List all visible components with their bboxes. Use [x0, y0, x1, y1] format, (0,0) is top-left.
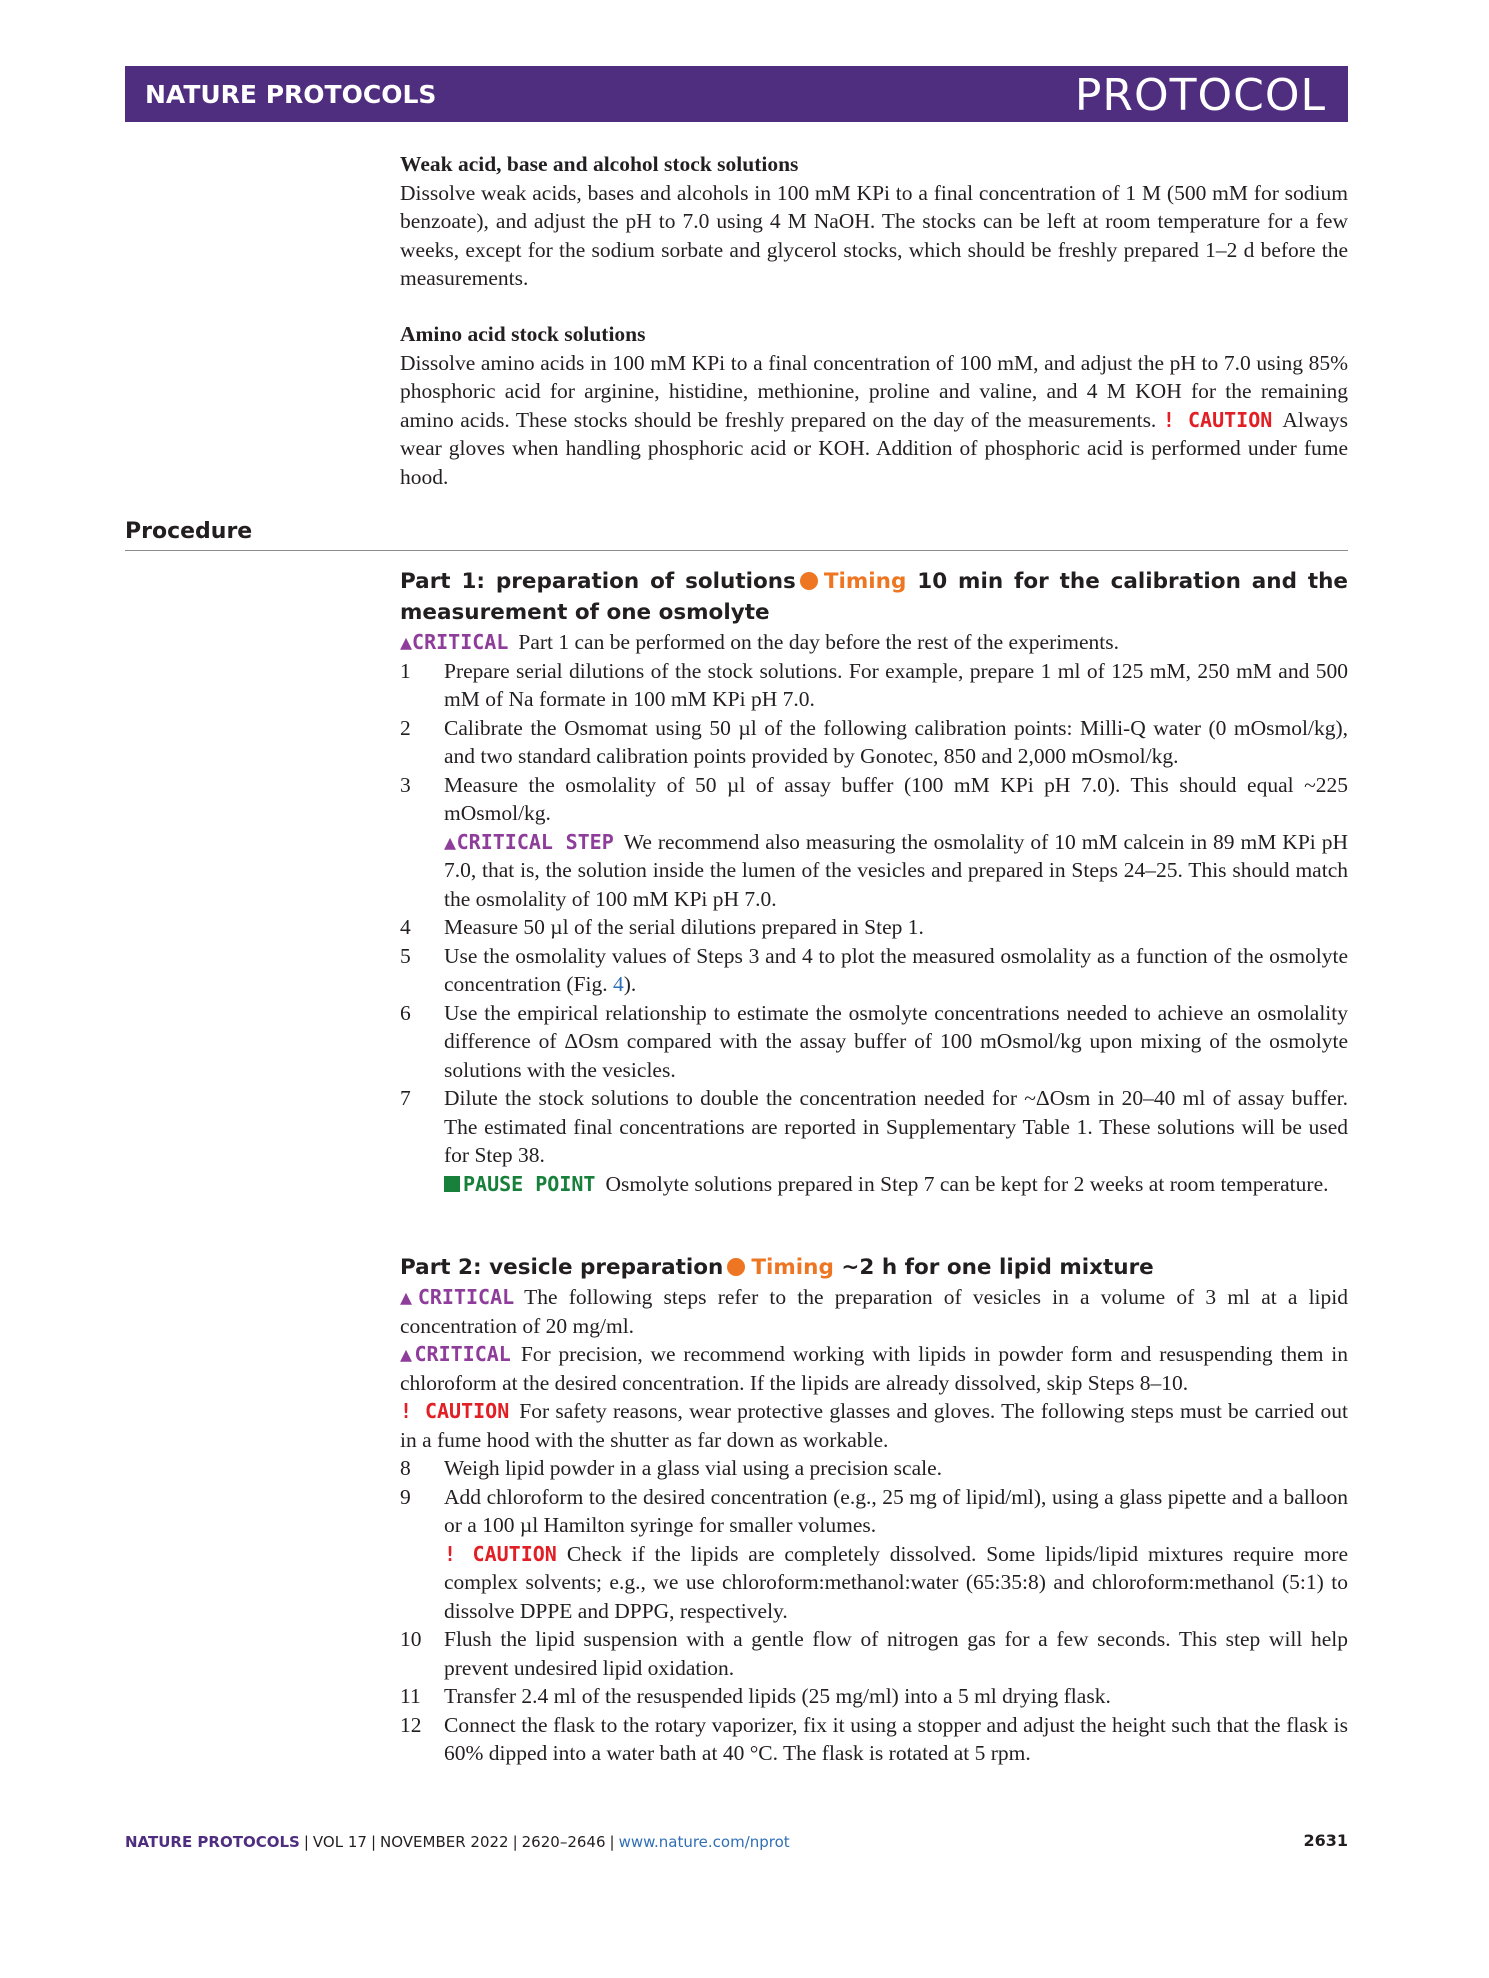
step-text: Measure the osmolality of 50 µl of assay buffer (100 mM KPi pH 7.0). This should equal ~225 mOsmol/kg. — [444, 772, 1348, 825]
part2 — [400, 1252, 1348, 1768]
timing-dot-icon — [800, 572, 818, 590]
page-number: 2631 — [1303, 1831, 1348, 1850]
step-text: Dilute the stock solutions to double the concentration needed for ~ΔOsm in 20–40 ml of assay buffer. The estimated final concentrations are reported in Supplementary Table 1. These solutions will be used for Step 38. — [444, 1086, 1348, 1167]
reagent-text: Dissolve weak acids, bases and alcohols in 100 mM KPi to a final concentration of 1 M (500 mM for sodium benzoate), and adjust the pH to 7.0 using 4 M NaOH. The stocks can be left at room temperature for a few weeks, except for the sodium sorbate and glycerol stocks, which should be freshly prepared 1–2 d before the measurements. — [400, 180, 1348, 290]
step-number: 9 — [400, 1484, 411, 1509]
page-footer: NATURE PROTOCOLS | VOL 17 | NOVEMBER 2022 | 2620–2646 | www.nature.com/nprot — [125, 1833, 790, 1851]
critical-label: ▲CRITICAL — [400, 1285, 515, 1309]
step-text: Connect the flask to the rotary vaporizer, fix it using a stopper and adjust the height such that the flask is 60% dipped into a water bath at 40 °C. The flask is rotated at 5 rpm. — [444, 1712, 1348, 1765]
section-title-procedure: Procedure — [125, 519, 253, 544]
critical-step-label: ▲CRITICAL STEP — [444, 829, 614, 854]
reagent-title: Weak acid, base and alcohol stock solutions — [400, 152, 799, 176]
footer-date: NOVEMBER 2022 — [380, 1833, 509, 1851]
critical-text: For precision, we recommend working with lipids in powder form and resuspending them in chloroform at the desired concentration. If the lipids are already dissolved, skip Steps 8–10. — [400, 1342, 1348, 1395]
step-text: Weigh lipid powder in a glass vial using a precision scale. — [444, 1456, 943, 1480]
critical-text: The following steps refer to the preparation of vesicles in a volume of 3 ml at a lipid concentration of 20 mg/ml. — [400, 1285, 1349, 1338]
step-number: 3 — [400, 772, 411, 797]
journal-name: NATURE PROTOCOLS — [145, 80, 437, 109]
part2-caution — [400, 1397, 1348, 1454]
part1-heading — [400, 566, 1348, 628]
step-text-b: ). — [623, 972, 637, 996]
step-2 — [400, 714, 1348, 771]
footer-url-link[interactable]: www.nature.com/nprot — [618, 1833, 790, 1851]
step-text: Transfer 2.4 ml of the resuspended lipids (25 mg/ml) into a 5 ml drying flask. — [444, 1684, 1111, 1708]
step-text: Measure 50 µl of the serial dilutions prepared in Step 1. — [444, 915, 924, 939]
caution-text: Always wear gloves when handling phosphoric acid or KOH. Addition of phosphoric acid is performed under fume hood. — [400, 407, 1348, 489]
reagent-amino-acid — [400, 320, 1348, 491]
caution-text: For safety reasons, wear protective glasses and gloves. The following steps must be carried out in a fume hood with the shutter as far down as workable. — [400, 1399, 1348, 1452]
step-12 — [400, 1711, 1348, 1768]
part2-title: Part 2: vesicle preparation — [400, 1255, 724, 1280]
reagent-body: Dissolve amino acids in 100 mM KPi to a final concentration of 100 mM, and adjust the pH to 7.0 using 85% phosphoric acid for arginine, histidine, methionine, proline and valine, and 4 M KOH for the remaining amino acids. These stocks should be freshly prepared on the day of the measurements. — [400, 350, 1348, 432]
part2-critical-1 — [400, 1283, 1348, 1340]
part2-critical-2 — [400, 1340, 1348, 1397]
step-number: 8 — [400, 1456, 411, 1480]
step-number: 6 — [400, 1000, 411, 1025]
step-text: Flush the lipid suspension with a gentle flow of nitrogen gas for a few seconds. This step will help prevent undesired lipid oxidation. — [444, 1627, 1348, 1680]
caution-note — [444, 1540, 1348, 1626]
timing-text: 10 min for the calibration and the measurement of one osmolyte — [400, 569, 1349, 625]
critical-text: Part 1 can be performed on the day before the rest of the experiments. — [518, 630, 1119, 654]
step-11 — [400, 1682, 1348, 1711]
article-type: PROTOCOL — [1074, 70, 1326, 121]
step-text: Use the empirical relationship to estimate the osmolyte concentrations needed to achieve an osmolality difference of ΔOsm compared with the assay buffer of 100 mOsmol/kg upon mixing of the osmolyte solutions with the vesicles. — [444, 1000, 1348, 1082]
figure-link[interactable]: 4 — [612, 972, 624, 996]
part2-heading — [400, 1252, 1348, 1283]
step-9 — [400, 1483, 1348, 1626]
footer-pages: 2620–2646 — [521, 1833, 606, 1851]
step-number: 2 — [400, 715, 411, 740]
step-number: 1 — [400, 658, 411, 683]
pause-text: Osmolyte solutions prepared in Step 7 can be kept for 2 weeks at room temperature. — [605, 1171, 1329, 1196]
critical-step-text: We recommend also measuring the osmolality of 10 mM calcein in 89 mM KPi pH 7.0, that is, the solution inside the lumen of the vesicles and prepared in Steps 24–25. This should match the osmolality of 100 mM KPi pH 7.0. — [444, 829, 1349, 911]
step-number: 11 — [400, 1684, 421, 1708]
caution-label: ! CAUTION — [1162, 407, 1273, 432]
step-6 — [400, 999, 1348, 1085]
journal-header-bar — [125, 66, 1348, 122]
timing-label: Timing — [823, 569, 907, 594]
caution-label: ! CAUTION — [400, 1399, 510, 1423]
reagent-text — [400, 349, 1348, 492]
step-number: 12 — [400, 1712, 422, 1737]
reagent-weak-acid — [400, 150, 1348, 293]
pause-label: PAUSE POINT — [463, 1171, 596, 1196]
caution-label: ! CAUTION — [444, 1541, 557, 1566]
pause-point-note — [444, 1170, 1348, 1199]
step-5 — [400, 942, 1348, 999]
step-number: 4 — [400, 915, 411, 939]
timing-dot-icon — [727, 1258, 745, 1276]
timing-text: ~2 h for one lipid mixture — [841, 1255, 1154, 1280]
step-number: 7 — [400, 1086, 411, 1110]
caution-text: Check if the lipids are completely dissolved. Some lipids/lipid mixtures require more complex solvents; e.g., we use chloroform:methanol:water (65:35:8) and chloroform:methanol (5:1) to dissolve DPPE and DPPG, respectively. — [444, 1541, 1348, 1623]
critical-label: ▲CRITICAL — [400, 630, 509, 654]
step-text-a: Use the osmolality values of Steps 3 and 4 to plot the measured osmolality as a function of the osmolyte concentration (Fig. — [444, 943, 1348, 996]
part1-critical — [400, 628, 1348, 657]
critical-label: ▲CRITICAL — [400, 1342, 511, 1366]
pause-square-icon — [444, 1176, 460, 1192]
footer-volume: VOL 17 — [312, 1833, 367, 1851]
footer-journal: NATURE PROTOCOLS — [125, 1833, 300, 1851]
timing-label: Timing — [751, 1255, 834, 1280]
step-text: Calibrate the Osmomat using 50 µl of the following calibration points: Milli-Q water (0 mOsmol/kg), and two standard calibration points provided by Gonotec, 850 and 2,000 mOsmol/kg. — [444, 715, 1348, 768]
part1-title: Part 1: preparation of solutions — [400, 569, 796, 594]
section-divider — [125, 550, 1348, 551]
step-10 — [400, 1625, 1348, 1682]
step-number: 5 — [400, 943, 411, 968]
step-8 — [400, 1454, 1348, 1483]
part1 — [400, 566, 1348, 1198]
step-text — [444, 942, 1348, 999]
step-7 — [400, 1084, 1348, 1198]
critical-step-note — [444, 828, 1348, 914]
step-number: 10 — [400, 1627, 422, 1651]
reagent-title: Amino acid stock solutions — [400, 322, 646, 346]
step-3 — [400, 771, 1348, 914]
step-1 — [400, 657, 1348, 714]
step-text: Add chloroform to the desired concentration (e.g., 25 mg of lipid/ml), using a glass pipette and a balloon or a 100 µl Hamilton syringe for smaller volumes. — [444, 1484, 1348, 1537]
step-text: Prepare serial dilutions of the stock solutions. For example, prepare 1 ml of 125 mM, 250 mM and 500 mM of Na formate in 100 mM KPi pH 7.0. — [444, 658, 1348, 711]
step-4 — [400, 913, 1348, 942]
